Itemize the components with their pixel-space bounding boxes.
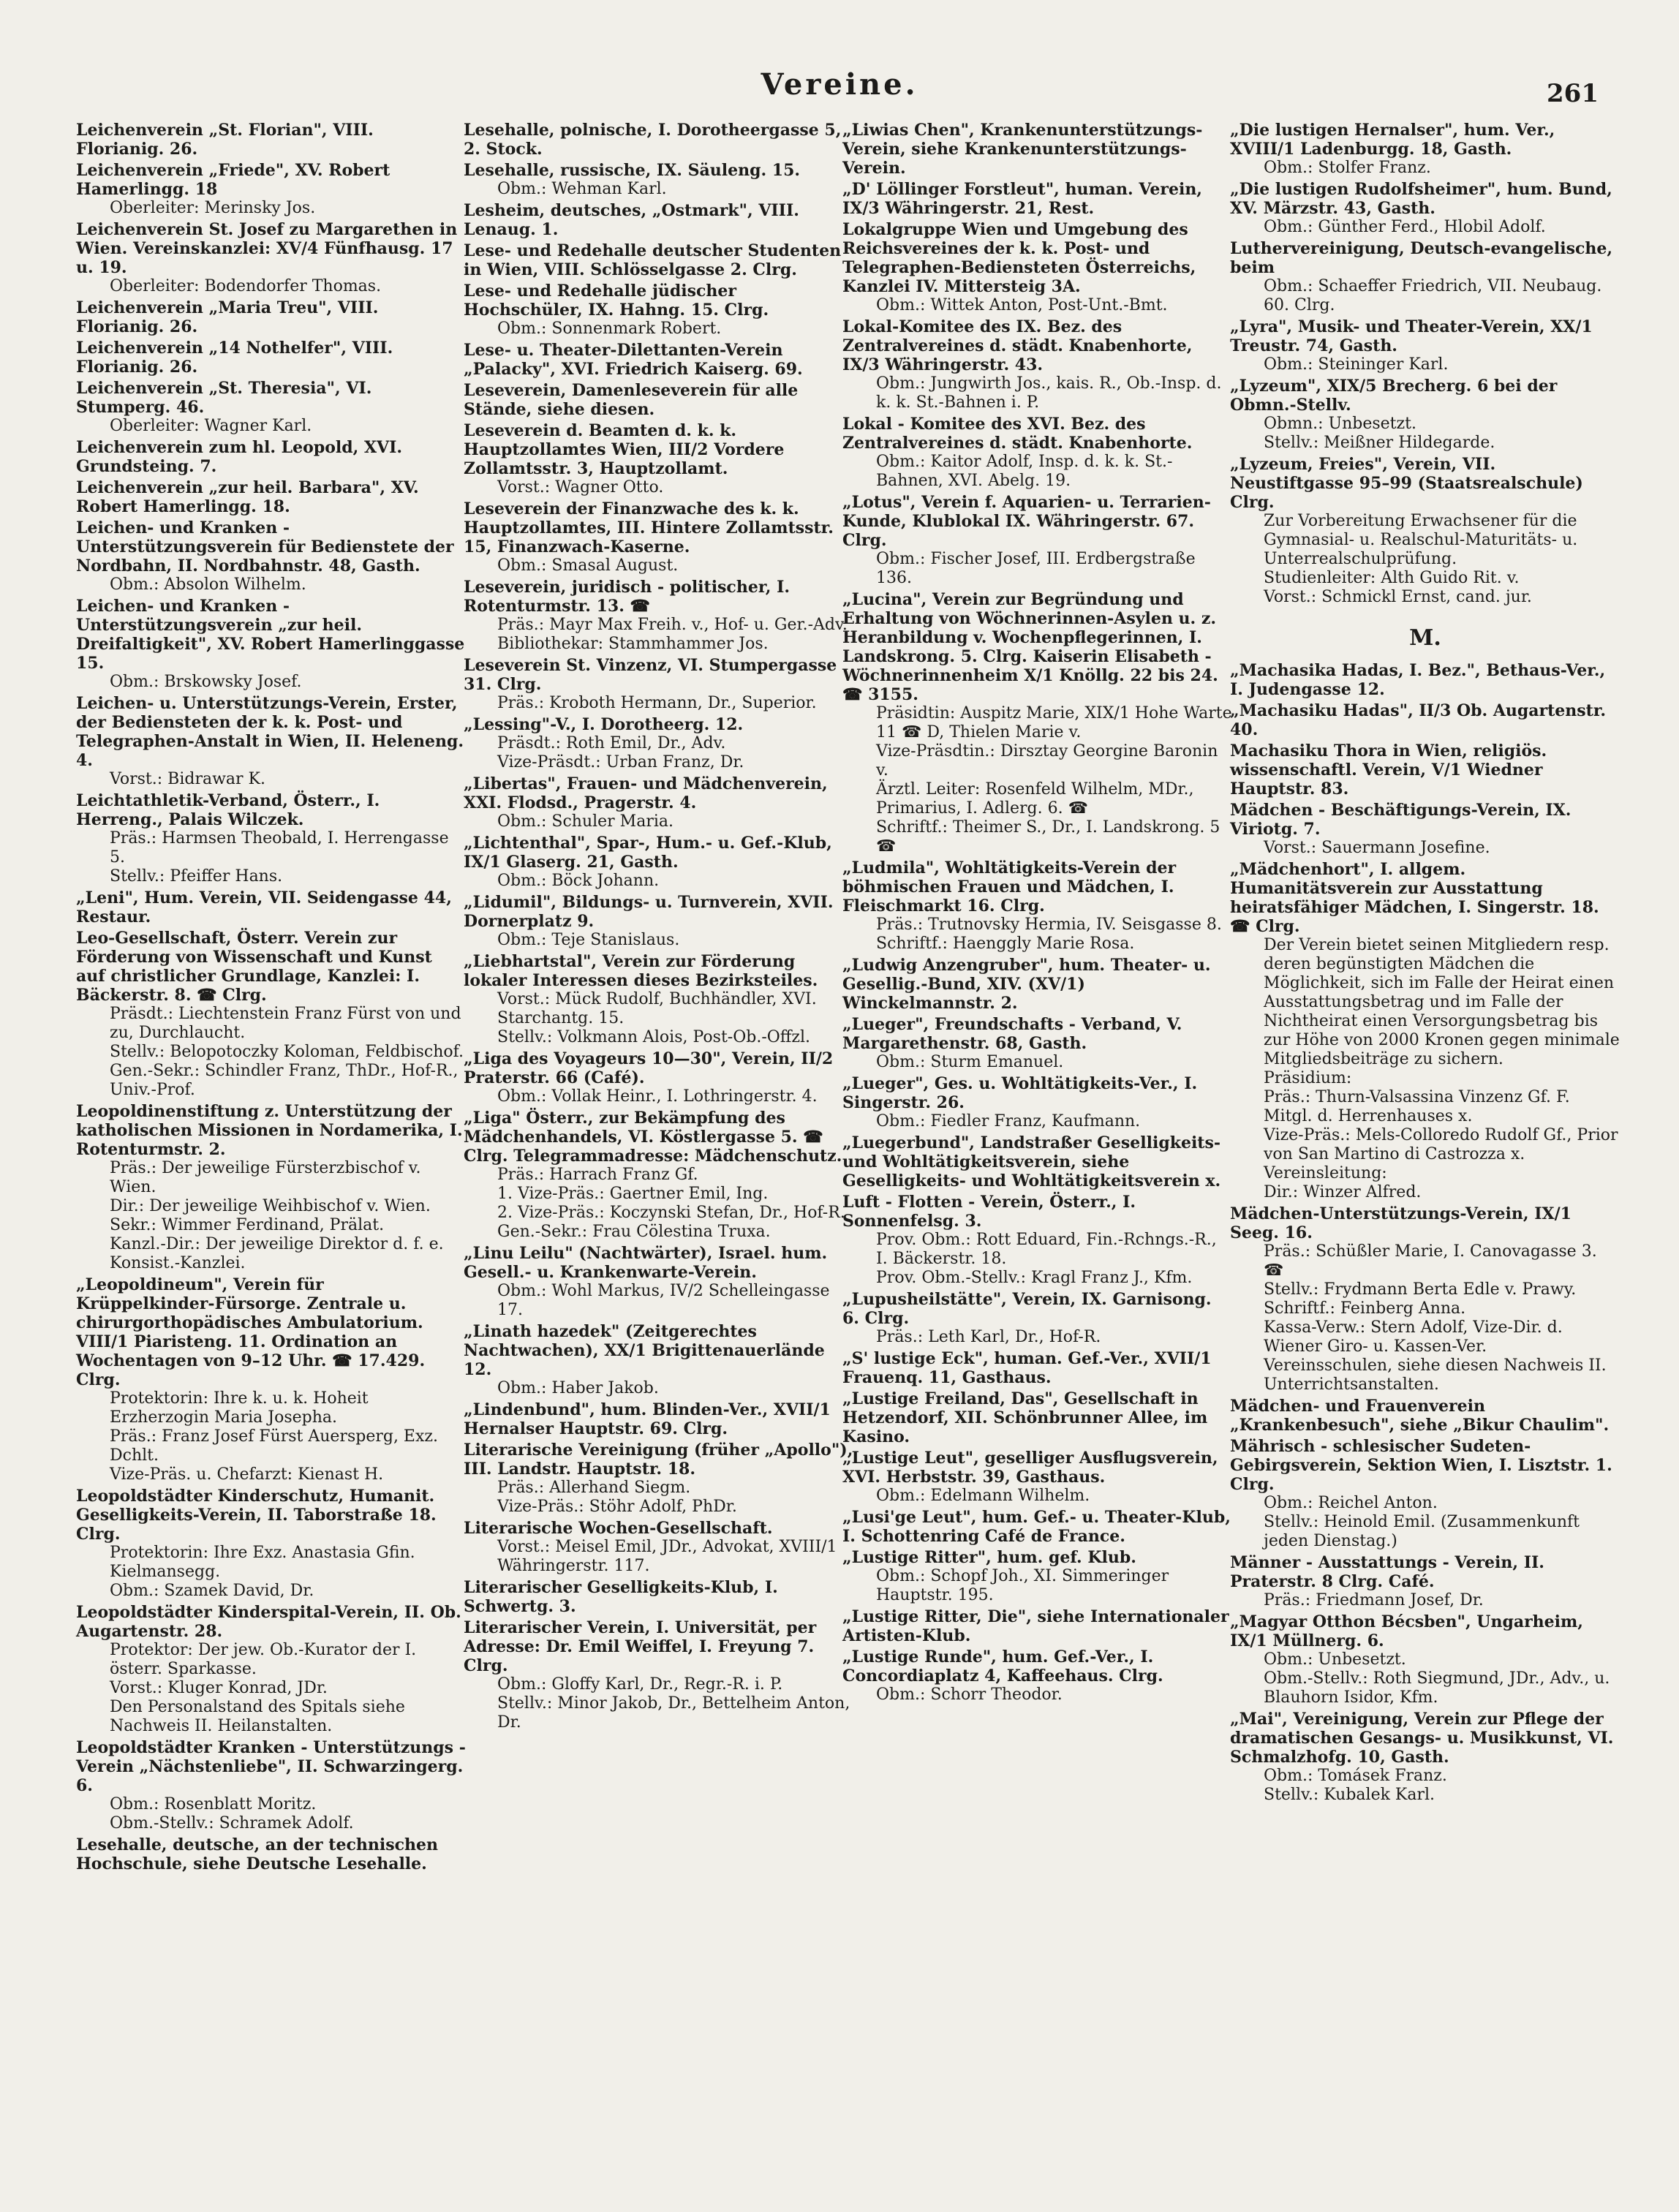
entry-name: Leseverein, juridisch - politischer, I. Rotenturmstr. 13. ☎ [464,578,791,616]
directory-entry [464,1441,854,1517]
entry-detail: Vereinsschulen, siehe diesen Nachweis II. Unterrichtsanstalten. [1264,1356,1607,1394]
entry-detail: Oberleiter: Wagner Karl. [110,417,312,435]
directory-entry [842,590,1233,856]
entry-detail: Obm.: Rosenblatt Moritz. [110,1795,317,1813]
entry-detail: Vize-Präsdt.: Urban Franz, Dr. [497,753,744,771]
directory-entry [464,201,854,239]
directory-entry [464,952,854,1047]
directory-entry [1230,1204,1620,1394]
entry-name: „Luegerbund", Landstraßer Geselligkeits- und Wohltätigkeitsverein, siehe Geselligkeits- und Wohltätigkeitsverein x. [842,1133,1221,1190]
entry-name: „Machasiku Hadas", II/3 Ob. Augartenstr. 40. [1230,701,1607,739]
entry-name: „Lyzeum", XIX/5 Brecherg. 6 bei der Obmn.-Stellv. [1230,377,1558,415]
directory-entry [842,1133,1233,1190]
entry-detail: Obm.: Gloffy Karl, Dr., Regr.-R. i. P. [497,1675,783,1694]
directory-entry [842,317,1233,412]
entry-name: „Die lustigen Hernalser", hum. Ver., XVIII/1 Ladenburgg. 18, Gasth. [1230,121,1555,159]
directory-entry [842,220,1233,315]
entry-name: „Leopoldineum", Verein für Krüppelkinder-Fürsorge. Zentrale u. chirurgorthopädisches Ambulatorium. VIII/1 Piaristeng. 11. Ordination an Wochentagen von 9–12 Uhr. ☎ 17.429. Clrg. [76,1275,426,1389]
entry-name: Leichenverein „Friede", XV. Robert Hamerlingg. 18 [76,161,390,199]
directory-entry [842,1015,1233,1072]
directory-entry [842,1349,1233,1387]
directory-entry [1230,1710,1620,1805]
entry-detail: Obm.: Böck Johann. [497,872,660,890]
directory-entry [464,341,854,379]
entry-detail: Obm.: Edelmann Wilhelm. [876,1487,1090,1505]
entry-detail: Bibliothekar: Stammhammer Jos. [497,635,769,653]
entry-name: „Lidumil", Bildungs- u. Turnverein, XVII. Dornerplatz 9. [464,893,834,931]
directory-entry [76,379,467,436]
directory-entry [1230,317,1620,374]
directory-entry [464,774,854,831]
directory-entry [842,180,1233,218]
entry-detail: Präs.: Franz Josef Fürst Auersperg, Exz. Dchlt. [110,1427,438,1465]
directory-entry [76,438,467,476]
entry-detail: Stellv.: Frydmann Berta Edle v. Prawy. [1264,1280,1577,1299]
entry-name: Lokal-Komitee des IX. Bez. des Zentralvereines d. städt. Knabenhorte, IX/3 Währingerstr. 43. [842,317,1193,374]
entry-detail: Obm.-Stellv.: Roth Siegmund, JDr., Adv., u. Blauhorn Isidor, Kfm. [1264,1669,1610,1707]
entry-name: „Machasika Hadas, I. Bez.", Bethaus-Ver., I. Judengasse 12. [1230,661,1606,699]
entry-detail: Vereinsleitung: [1264,1164,1387,1182]
entry-detail: Obm.: Fischer Josef, III. Erdbergstraße 136. [876,550,1196,587]
entry-detail: Obm.: Vollak Heinr., I. Lothringerstr. 4. [497,1087,818,1106]
entry-detail: Präs.: Friedmann Josef, Dr. [1264,1591,1484,1609]
directory-entry [842,1290,1233,1347]
entry-detail: Obm.: Schopf Joh., XI. Simmeringer Hauptstr. 195. [876,1567,1169,1604]
entry-detail: Oberleiter: Bodendorfer Thomas. [110,277,382,295]
entry-detail: Präs.: Trutnovsky Hermia, IV. Seisgasse 8. [876,916,1222,934]
entry-detail: Obm.: Szamek David, Dr. [110,1582,314,1600]
entry-name: Leichen- und Kranken - Unterstützungsverein „zur heil. Dreifaltigkeit", XV. Robert Hamerlinggasse 15. [76,597,465,673]
directory-entry [464,499,854,575]
entry-name: „Lindenbund", hum. Blinden-Ver., XVII/1 Hernalser Hauptstr. 69. Clrg. [464,1400,831,1438]
entry-detail: Stellv.: Belopotoczky Koloman, Feldbischof. [110,1043,464,1061]
entry-detail: Gen.-Sekr.: Frau Cölestina Truxa. [497,1223,771,1241]
directory-entry [842,956,1233,1013]
directory-entry [842,1449,1233,1506]
entry-name: Lesehalle, polnische, I. Dorotheergasse 5, 2. Stock. [464,121,842,159]
entry-detail: Präsdt.: Roth Emil, Dr., Adv. [497,734,726,752]
entry-name: Leo-Gesellschaft, Österr. Verein zur Förderung von Wissenschaft und Kunst auf christlicher Grundlage, Kanzlei: I. Bäckerstr. 8. ☎ Clrg. [76,929,432,1005]
entry-name: „Lustige Ritter, Die", siehe Internationaler Artisten-Klub. [842,1607,1229,1645]
entry-detail: Schriftf.: Feinberg Anna. [1264,1299,1466,1318]
entry-name: „Libertas", Frauen- und Mädchenverein, XXI. Flodsd., Pragerstr. 4. [464,774,828,812]
entry-name: „Lueger", Freundschafts - Verband, V. Margarethenstr. 68, Gasth. [842,1015,1182,1053]
entry-name: „Mai", Vereinigung, Verein zur Pflege der dramatischen Gesangs- u. Musikkunst, VI. Schmalzhofg. 10, Gasth. [1230,1710,1614,1767]
entry-name: „Lotus", Verein f. Aquarien- u. Terrarien-Kunde, Klublokal IX. Währingerstr. 67. Clrg. [842,493,1211,550]
directory-entry [76,121,467,159]
entry-detail: Protektorin: Ihre k. u. k. Hoheit Erzherzogin Maria Josepha. [110,1389,369,1427]
entry-detail: Präs.: Thurn-Valsassina Vinzenz Gf. F. Mitgl. d. Herrenhauses x. [1264,1088,1570,1125]
entry-detail: Prov. Obm.: Rott Eduard, Fin.-Rchngs.-R., I. Bäckerstr. 18. [876,1231,1217,1268]
entry-detail: Vorst.: Mück Rudolf, Buchhändler, XVI. Starchantg. 15. [497,990,817,1027]
entry-detail: Stellv.: Minor Jakob, Dr., Bettelheim Anton, Dr. [497,1694,850,1732]
entry-name: „Liebhartstal", Verein zur Förderung lokaler Interessen dieses Bezirksteiles. [464,952,818,990]
entry-detail: Vize-Präs. u. Chefarzt: Kienast H. [110,1465,384,1484]
directory-entry [464,1244,854,1320]
entry-name: Leopoldstädter Kinderschutz, Humanit. Geselligkeits-Verein, II. Taborstraße 18. Clrg. [76,1487,437,1544]
entry-name: Leopoldstädter Kranken - Unterstützungs - Verein „Nächstenliebe", II. Schwarzingerg. 6. [76,1738,466,1795]
directory-entry [464,161,854,199]
directory-entry [842,858,1233,954]
directory-entry [1230,1397,1620,1435]
entry-name: Männer - Ausstattungs - Verein, II. Praterstr. 8 Clrg. Café. [1230,1553,1544,1591]
directory-entry [464,421,854,497]
entry-detail: Präs.: Der jeweilige Fürsterzbischof v. Wien. [110,1159,421,1196]
entry-detail: Oberleiter: Merinsky Jos. [110,199,316,217]
entry-detail: Vize-Präsdtin.: Dirsztay Georgine Baronin v. [876,742,1218,780]
directory-entry [76,597,467,692]
entry-detail: Vorst.: Wagner Otto. [497,478,664,497]
entry-name: Lokalgruppe Wien und Umgebung des Reichsvereines der k. k. Post- und Telegraphen-Bediensteten Österreichs, Kanzlei IV. Mittersteig 3A. [842,220,1196,296]
directory-entry [842,1193,1233,1288]
entry-name: Lesheim, deutsches, „Ostmark", VIII. Lenaug. 1. [464,201,799,239]
entry-detail: Kassa-Verw.: Stern Adolf, Vize-Dir. d. Wiener Giro- u. Kassen-Ver. [1264,1318,1563,1356]
directory-entry [76,478,467,516]
entry-detail: Protektorin: Ihre Exz. Anastasia Gfin. Kielmansegg. [110,1544,415,1581]
entry-name: Leichen- und Kranken - Unterstützungsverein für Bedienstete der Nordbahn, II. Nordbahnstr. 48, Gasth. [76,518,454,575]
entry-detail: Dir.: Winzer Alfred. [1264,1183,1422,1201]
entry-name: „Lessing"-V., I. Dorotheerg. 12. [464,715,744,734]
entry-detail: Obm.: Schaeffer Friedrich, VII. Neubaug. 60. Clrg. [1264,277,1602,314]
entry-detail: Vorst.: Meisel Emil, JDr., Advokat, XVIII/1 Währingerstr. 117. [497,1538,837,1575]
entry-detail: Protektor: Der jew. Ob.-Kurator der I. österr. Sparkasse. [110,1641,417,1678]
entry-detail: Vize-Präs.: Mels-Colloredo Rudolf Gf., Prior von San Martino di Castrozza x. [1264,1126,1618,1163]
directory-entry [76,161,467,218]
entry-detail: Stellv.: Kubalek Karl. [1264,1786,1435,1804]
entry-detail: Obm.: Kaitor Adolf, Insp. d. k. k. St.-Bahnen, XVI. Abelg. 19. [876,453,1173,490]
entry-detail: Ärztl. Leiter: Rosenfeld Wilhelm, MDr., Primarius, I. Adlerg. 6. ☎ [876,780,1194,818]
directory-entry [1230,121,1620,178]
entry-name: „Lucina", Verein zur Begründung und Erhaltung von Wöchnerinnen-Asylen u. z. Heranbildung v. Wochenpflegerinnen, I. Landskrong. 5. Clrg. Kaiserin Elisabeth - Wöchnerinnenheim X/1 Knöllg. 22 bis 24. ☎ 3155. [842,590,1218,704]
entry-detail: Gen.-Sekr.: Schindler Franz, ThDr., Hof-R., Univ.-Prof. [110,1062,459,1099]
entry-name: Lese- und Redehalle jüdischer Hochschüler, IX. Hahng. 15. Clrg. [464,282,769,320]
directory-entry [76,1835,467,1873]
directory-entry [464,1049,854,1106]
entry-detail: Obm.: Günther Ferd., Hlobil Adolf. [1264,218,1546,236]
entry-name: Literarische Vereinigung (früher „Apollo"), III. Landstr. Hauptstr. 18. [464,1441,853,1479]
directory-entry [1230,741,1620,799]
directory-entry [464,893,854,950]
directory-entry [464,1322,854,1398]
entry-name: Leichenverein „St. Theresia", VI. Stumperg. 46. [76,379,372,417]
entry-name: Leichenverein „Maria Treu", VIII. Florianig. 26. [76,298,379,336]
directory-entry [1230,860,1620,1202]
entry-name: Lesehalle, russische, IX. Säuleng. 15. [464,161,801,180]
entry-detail: Obm.: Unbesetzt. [1264,1650,1406,1669]
entry-detail: Obm.: Absolon Wilhelm. [110,575,306,594]
directory-entry [1230,661,1620,699]
directory-entry [76,694,467,789]
entry-detail: Obm.: Smasal August. [497,556,679,575]
entry-detail: Obm.: Schuler Maria. [497,812,674,831]
entry-name: Leichen- u. Unterstützungs-Verein, Erster, der Bediensteten der k. k. Post- und Telegraphen-Anstalt in Wien, II. Heleneng. 4. [76,694,464,770]
entry-detail: Sekr.: Wimmer Ferdinand, Prälat. [110,1216,385,1234]
entry-name: Mährisch - schlesischer Sudeten-Gebirgsverein, Sektion Wien, I. Lisztstr. 1. Clrg. [1230,1437,1612,1494]
entry-name: „Liwias Chen", Krankenunterstützungs-Verein, siehe Krankenunterstützungs-Verein. [842,121,1203,178]
entry-name: „Lyra", Musik- und Theater-Verein, XX/1 Treustr. 74, Gasth. [1230,317,1593,355]
entry-detail: Obm.: Jungwirth Jos., kais. R., Ob.-Insp. d. k. k. St.-Bahnen i. P. [876,374,1222,412]
directory-entry [464,578,854,654]
entry-name: „Linu Leilu" (Nachtwärter), Israel. hum. Gesell.- u. Krankenwarte-Verein. [464,1244,828,1282]
entry-name: „S' lustige Eck", human. Gef.-Ver., XVII/1 Frauenq. 11, Gasthaus. [842,1349,1212,1387]
directory-entry [1230,1612,1620,1707]
entry-name: Leichenverein „14 Nothelfer", VIII. Florianig. 26. [76,339,393,377]
entry-name: „Lupusheilstätte", Verein, IX. Garnisong. 6. Clrg. [842,1290,1212,1328]
entry-name: „Lyzeum, Freies", Verein, VII. Neustiftgasse 95–99 (Staatsrealschule) Clrg. [1230,455,1583,512]
directory-entry [464,834,854,891]
entry-name: „Magyar Otthon Bécsben", Ungarheim, IX/1 Müllnerg. 6. [1230,1612,1583,1650]
entry-detail: Obm.-Stellv.: Schramek Adolf. [110,1814,354,1832]
directory-entry [76,518,467,594]
entry-name: Literarischer Verein, I. Universität, per Adresse: Dr. Emil Weiffel, I. Freyung 7. Clrg. [464,1618,817,1675]
entry-name: Leseverein der Finanzwache des k. k. Hauptzollamtes, III. Hintere Zollamtsstr. 15, Finanzwach-Kaserne. [464,499,834,556]
entry-detail: Obm.: Sonnenmark Robert. [497,320,722,338]
directory-entry [76,929,467,1100]
directory-entry [842,1074,1233,1131]
entry-detail: Vorst.: Sauermann Josefine. [1264,839,1490,857]
entry-detail: 1. Vize-Präs.: Gaertner Emil, Ing. [497,1185,769,1203]
entry-detail: Vize-Präs.: Stöhr Adolf, PhDr. [497,1498,737,1516]
entry-name: Lesehalle, deutsche, an der technischen Hochschule, siehe Deutsche Lesehalle. [76,1835,438,1873]
entry-name: Lese- und Redehalle deutscher Studenten in Wien, VIII. Schlösselgasse 2. Clrg. [464,241,842,279]
page-title: Vereine. [761,67,918,102]
entry-name: Mädchen- und Frauenverein „Krankenbesuch", siehe „Bikur Chaulim". [1230,1397,1610,1435]
entry-name: Leichtathletik-Verband, Österr., I. Herreng., Palais Wilczek. [76,791,380,829]
entry-detail: Obm.: Reichel Anton. [1264,1494,1438,1512]
directory-entry [464,715,854,772]
entry-detail: Präsdt.: Liechtenstein Franz Fürst von und zu, Durchlaucht. [110,1005,461,1042]
directory-entry [1230,377,1620,453]
directory-entry [464,121,854,159]
entry-name: Leichenverein „zur heil. Barbara", XV. Robert Hamerlingg. 18. [76,478,419,516]
entry-name: „Ludmila", Wohltätigkeits-Verein der böhmischen Frauen und Mädchen, I. Fleischmarkt 16. Clrg. [842,858,1177,916]
directory-entry [1230,1437,1620,1551]
directory-entry [842,121,1233,178]
entry-detail: Präs.: Schüßler Marie, I. Canovagasse 3. ☎ [1264,1242,1597,1280]
entry-detail: Präs.: Leth Karl, Dr., Hof-R. [876,1328,1101,1346]
entry-detail: Obm.: Tomásek Franz. [1264,1767,1447,1785]
entry-detail: Prov. Obm.-Stellv.: Kragl Franz J., Kfm. [876,1269,1193,1287]
entry-name: Leseverein d. Beamten d. k. k. Hauptzollamtes Wien, III/2 Vordere Zollamtsstr. 3, Hauptzollamt. [464,421,785,478]
entry-name: „Linath hazedek" (Zeitgerechtes Nachtwachen), XX/1 Brigittenauerlände 12. [464,1322,825,1379]
directory-entry [76,1275,467,1484]
directory-entry [842,1389,1233,1446]
column-1 [76,121,467,1876]
entry-name: Lokal - Komitee des XVI. Bez. des Zentralvereines d. städt. Knabenhorte. [842,415,1193,453]
directory-entry [464,1109,854,1242]
directory-entry [842,1607,1233,1645]
entry-name: Leopoldstädter Kinderspital-Verein, II. Ob. Augartenstr. 28. [76,1603,461,1641]
entry-detail: Obm.: Sturm Emanuel. [876,1053,1064,1071]
entry-detail: Präsidtin: Auspitz Marie, XIX/1 Hohe Warte 11 ☎ D, Thielen Marie v. [876,704,1232,741]
directory-entry [1230,801,1620,858]
entry-name: Luthervereinigung, Deutsch-evangelische, beim [1230,239,1613,277]
directory-entry [464,1400,854,1438]
entry-name: „Lustige Leut", geselliger Ausflugsverein, XVI. Herbststr. 39, Gasthaus. [842,1449,1218,1487]
entry-name: Leopoldinenstiftung z. Unterstützung der katholischen Missionen in Nordamerika, I. Rotenturmstr. 2. [76,1102,463,1159]
directory-entry [464,241,854,279]
directory-entry [464,1618,854,1732]
directory-entry [464,282,854,339]
directory-entry [76,1487,467,1601]
entry-name: „Lustige Runde", hum. Gef.-Ver., I. Concordiaplatz 4, Kaffeehaus. Clrg. [842,1647,1163,1686]
entry-detail: Obm.: Teje Stanislaus. [497,931,680,949]
column-3 [842,121,1233,1707]
directory-entry [76,1603,467,1736]
entry-detail: Stellv.: Pfeiffer Hans. [110,867,283,886]
entry-name: „Lusi'ge Leut", hum. Gef.- u. Theater-Klub, I. Schottenring Café de France. [842,1508,1231,1546]
column-2 [464,121,854,1735]
section-letter-heading: M. [1409,625,1441,651]
entry-name: Leichenverein zum hl. Leopold, XVI. Grundsteing. 7. [76,438,403,476]
entry-detail: Präs.: Kroboth Hermann, Dr., Superior. [497,694,817,712]
directory-entry [76,220,467,296]
entry-name: Literarische Wochen-Gesellschaft. [464,1519,773,1538]
entry-name: „Lueger", Ges. u. Wohltätigkeits-Ver., I. Singerstr. 26. [842,1074,1198,1112]
directory-entry [464,656,854,713]
entry-detail: Obm.: Schorr Theodor. [876,1686,1063,1704]
directory-entry [76,791,467,886]
entry-detail: 2. Vize-Präs.: Koczynski Stefan, Dr., Hof-R. [497,1204,845,1222]
entry-name: Machasiku Thora in Wien, religiös. wissenschaftl. Verein, V/1 Wiedner Hauptstr. 83. [1230,741,1547,799]
entry-name: „Liga" Österr., zur Bekämpfung des Mädchenhandels, VI. Köstlergasse 5. ☎ Clrg. Telegrammadresse: Mädchenschutz. [464,1109,842,1166]
entry-detail: Obmn.: Unbesetzt. [1264,415,1416,433]
entry-name: „Lustige Ritter", hum. gef. Klub. [842,1548,1136,1567]
entry-name: „Die lustigen Rudolfsheimer", hum. Bund, XV. Märzstr. 43, Gasth. [1230,180,1612,218]
directory-entry [464,381,854,419]
entry-detail: Obm.: Stolfer Franz. [1264,159,1431,177]
directory-entry [842,1647,1233,1705]
entry-detail: Zur Vorbereitung Erwachsener für die Gymnasial- u. Realschul-Maturitäts- u. Unterrealschulprüfung. [1264,512,1578,568]
directory-entry [464,1519,854,1576]
entry-detail: Stellv.: Meißner Hildegarde. [1264,434,1495,452]
entry-detail: Obm.: Wittek Anton, Post-Unt.-Bmt. [876,296,1168,314]
entry-name: Literarischer Geselligkeits-Klub, I. Schwertg. 3. [464,1578,778,1616]
entry-detail: Obm.: Wehman Karl. [497,180,667,198]
entry-name: „Lustige Freiland, Das", Gesellschaft in Hetzendorf, XII. Schönbrunner Allee, im Kasino. [842,1389,1208,1446]
entry-detail: Stellv.: Heinold Emil. (Zusammenkunft jeden Dienstag.) [1264,1513,1580,1550]
entry-name: Leseverein, Damenleseverein für alle Stände, siehe diesen. [464,381,799,419]
entry-detail: Obm.: Wohl Markus, IV/2 Schelleingasse 17. [497,1282,830,1319]
entry-detail: Obm.: Steininger Karl. [1264,355,1449,374]
entry-name: Lese- u. Theater-Dilettanten-Verein „Palacky", XVI. Friedrich Kaiserg. 69. [464,341,803,379]
entry-detail: Präs.: Harrach Franz Gf. [497,1166,698,1184]
directory-entry [1230,239,1620,315]
entry-detail: Stellv.: Volkmann Alois, Post-Ob.-Offzl. [497,1028,811,1046]
entry-detail: Präs.: Allerhand Siegm. [497,1479,691,1497]
entry-detail: Kanzl.-Dir.: Der jeweilige Direktor d. f. e. Konsist.-Kanzlei. [110,1235,444,1272]
directory-entry [842,493,1233,588]
entry-detail: Obm.: Haber Jakob. [497,1379,659,1397]
entry-detail: Schriftf.: Haenggly Marie Rosa. [876,935,1135,953]
entry-detail: Den Personalstand des Spitals siehe Nachweis II. Heilanstalten. [110,1698,405,1735]
entry-name: Mädchen - Beschäftigungs-Verein, IX. Viriotg. 7. [1230,801,1572,839]
directory-entry [842,1548,1233,1605]
entry-detail: Obm.: Fiedler Franz, Kaufmann. [876,1112,1141,1130]
entry-name: „D' Löllinger Forstleut", human. Verein, IX/3 Währingerstr. 21, Rest. [842,180,1202,218]
entry-detail: Präs.: Harmsen Theobald, I. Herrengasse 5. [110,829,449,867]
entry-name: Luft - Flotten - Verein, Österr., I. Sonnenfelsg. 3. [842,1193,1136,1231]
entry-detail: Studienleiter: Alth Guido Rit. v. [1264,569,1520,587]
entry-name: „Mädchenhort", I. allgem. Humanitätsverein zur Ausstattung heiratsfähiger Mädchen, I. Singerstr. 18. ☎ Clrg. [1230,860,1599,936]
directory-entry [1230,180,1620,237]
page-number: 261 [1547,79,1599,108]
entry-name: „Leni", Hum. Verein, VII. Seidengasse 44, Restaur. [76,888,452,926]
entry-name: Leichenverein St. Josef zu Margarethen in Wien. Vereinskanzlei: XV/4 Fünfhausg. 17 u. 19. [76,220,458,277]
entry-detail: Vorst.: Bidrawar K. [110,770,265,788]
entry-detail: Präsidium: [1264,1069,1352,1087]
entry-detail: Der Verein bietet seinen Mitgliedern resp. deren begünstigten Mädchen die Möglichkeit, sich im Falle der Heirat einen Ausstattungsbetrag und im Falle der Nichtheirat einen Versorgungsbetrag bis zur Höhe von 2000 Kronen gegen minimale Mitgliedsbeiträge zu sichern. [1264,936,1620,1068]
entry-detail: Vorst.: Kluger Konrad, JDr. [110,1679,328,1697]
directory-entry [76,339,467,377]
directory-entry [76,298,467,336]
directory-entry [842,415,1233,491]
entry-detail: Präs.: Mayr Max Freih. v., Hof- u. Ger.-Adv. [497,616,848,634]
directory-entry [1230,455,1620,607]
entry-name: Mädchen-Unterstützungs-Verein, IX/1 Seeg. 16. [1230,1204,1572,1242]
entry-name: Leichenverein „St. Florian", VIII. Florianig. 26. [76,121,374,159]
directory-entry [1230,1553,1620,1610]
entry-detail: Obm.: Brskowsky Josef. [110,673,302,691]
entry-detail: Schriftf.: Theimer S., Dr., I. Landskrong. 5 ☎ [876,818,1220,856]
entry-name: „Lichtenthal", Spar-, Hum.- u. Gef.-Klub, IX/1 Glaserg. 21, Gasth. [464,834,832,872]
directory-entry [1230,701,1620,739]
entry-detail: Vorst.: Schmickl Ernst, cand. jur. [1264,588,1532,606]
directory-entry [76,888,467,926]
entry-detail: Dir.: Der jeweilige Weihbischof v. Wien. [110,1197,431,1215]
entry-name: „Liga des Voyageurs 10—30", Verein, II/2 Praterstr. 66 (Café). [464,1049,834,1087]
directory-entry [76,1102,467,1273]
directory-entry [76,1738,467,1833]
entry-name: Leseverein St. Vinzenz, VI. Stumpergasse 31. Clrg. [464,656,837,694]
entry-name: „Ludwig Anzengruber", hum. Theater- u. Gesellig.-Bund, XIV. (XV/1) Winckelmannstr. 2. [842,956,1211,1013]
directory-entry [842,1508,1233,1546]
column-4 [1230,121,1620,1807]
directory-entry [464,1578,854,1616]
